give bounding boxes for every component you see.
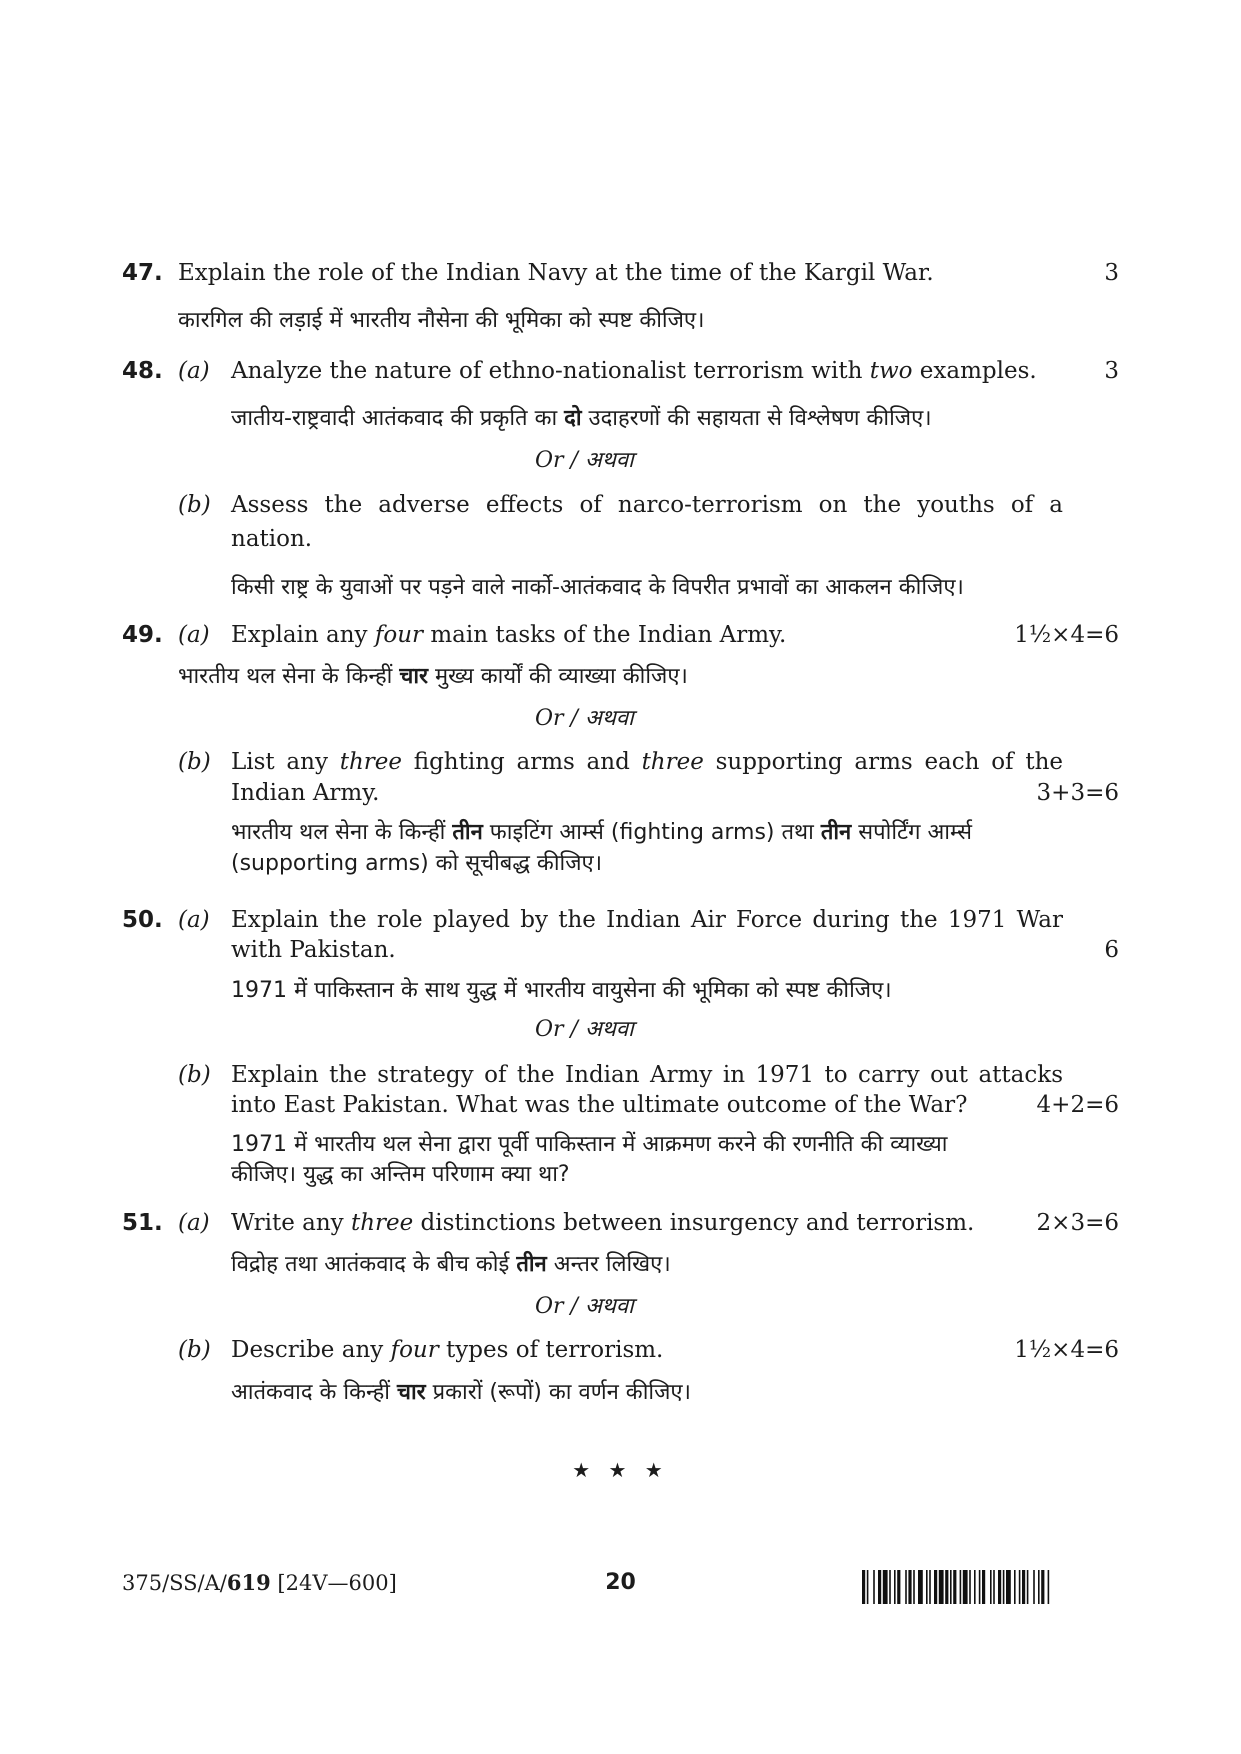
question-text-en: Indian Army. <box>231 780 380 806</box>
question-text-hi: किसी राष्ट्र के युवाओं पर पड़ने वाले नार्को-आतंकवाद के विपरीत प्रभावों का आकलन कीजिए। <box>231 575 964 600</box>
barcode-icon <box>862 1570 1118 1604</box>
question-text-en: Explain the role of the Indian Navy at the time of the Kargil War. <box>178 260 934 286</box>
question-number: 48. <box>122 358 163 384</box>
question-text-hi: (supporting arms) को सूचीबद्ध कीजिए। <box>231 851 603 876</box>
question-text-hi: कारगिल की लड़ाई में भारतीय नौसेना की भूमिका को स्पष्ट कीजिए। <box>178 308 705 333</box>
marks: 6 <box>1104 937 1119 963</box>
question-number: 51. <box>122 1210 163 1236</box>
question-text-en: List any three fighting arms and three supporting arms each of the <box>231 749 1063 775</box>
sub-label: (b) <box>178 492 211 518</box>
sub-label: (a) <box>178 358 210 384</box>
marks: 3 <box>1104 260 1119 286</box>
question-text-en: Write any three distinctions between insurgency and terrorism. <box>231 1210 975 1236</box>
question-text-en: Analyze the nature of ethno-nationalist terrorism with two examples. <box>231 358 1037 384</box>
or-divider: Or / अथवा <box>535 448 634 473</box>
sub-label: (b) <box>178 749 211 775</box>
question-text-hi: विद्रोह तथा आतंकवाद के बीच कोई तीन अन्तर लिखिए। <box>231 1252 671 1277</box>
marks: 4+2=6 <box>1036 1092 1119 1118</box>
question-text-en: nation. <box>231 526 313 552</box>
marks: 3+3=6 <box>1036 780 1119 806</box>
question-text-hi: भारतीय थल सेना के किन्हीं तीन फाइटिंग आर्म्स (fighting arms) तथा तीन सपोर्टिंग आर्म्स <box>231 820 972 845</box>
question-text-hi: कीजिए। युद्ध का अन्तिम परिणाम क्या था? <box>231 1162 570 1187</box>
question-text-hi: आतंकवाद के किन्हीं चार प्रकारों (रूपों) का वर्णन कीजिए। <box>231 1380 691 1405</box>
sub-label: (a) <box>178 1210 210 1236</box>
question-text-en: Explain the strategy of the Indian Army in 1971 to carry out attacks <box>231 1062 1063 1088</box>
marks: 2×3=6 <box>1036 1210 1119 1236</box>
question-number: 47. <box>122 260 163 286</box>
question-number: 49. <box>122 622 163 648</box>
sub-label: (a) <box>178 622 210 648</box>
sub-label: (b) <box>178 1062 211 1088</box>
marks: 1½×4=6 <box>1014 1337 1119 1363</box>
question-text-hi: 1971 में भारतीय थल सेना द्वारा पूर्वी पाकिस्तान में आक्रमण करने की रणनीति की व्याख्या <box>231 1132 948 1157</box>
question-text-en: Explain the role played by the Indian Air Force during the 1971 War <box>231 907 1063 933</box>
marks: 3 <box>1104 358 1119 384</box>
question-text-en: with Pakistan. <box>231 937 396 963</box>
or-divider: Or / अथवा <box>535 1294 634 1319</box>
question-text-en: Assess the adverse effects of narco-terrorism on the youths of a <box>231 492 1063 518</box>
paper-code: 375/SS/A/619 [24V—600] <box>122 1570 397 1595</box>
end-marker: ★ ★ ★ <box>572 1458 669 1482</box>
sub-label: (b) <box>178 1337 211 1363</box>
question-text-hi: जातीय-राष्ट्रवादी आतंकवाद की प्रकृति का दो उदाहरणों की सहायता से विश्लेषण कीजिए। <box>231 406 932 431</box>
question-number: 50. <box>122 907 163 933</box>
question-text-hi: भारतीय थल सेना के किन्हीं चार मुख्य कार्यों की व्याख्या कीजिए। <box>178 664 688 689</box>
page-number: 20 <box>605 1570 636 1595</box>
marks: 1½×4=6 <box>1014 622 1119 648</box>
question-text-en: into East Pakistan. What was the ultimate outcome of the War? <box>231 1092 968 1118</box>
sub-label: (a) <box>178 907 210 933</box>
question-text-en: Explain any four main tasks of the Indian Army. <box>231 622 787 648</box>
question-text-en: Describe any four types of terrorism. <box>231 1337 664 1363</box>
question-text-hi: 1971 में पाकिस्तान के साथ युद्ध में भारतीय वायुसेना की भूमिका को स्पष्ट कीजिए। <box>231 978 892 1003</box>
or-divider: Or / अथवा <box>535 706 634 731</box>
or-divider: Or / अथवा <box>535 1017 634 1042</box>
